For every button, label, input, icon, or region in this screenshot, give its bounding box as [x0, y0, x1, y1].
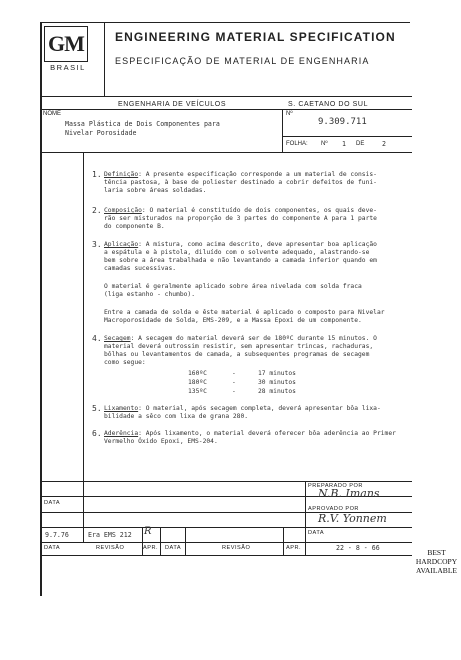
- col-revisao: REVISÃO: [222, 545, 251, 551]
- approval-col-divider: [305, 481, 306, 555]
- logo-text: GM: [48, 31, 84, 56]
- revision-text: Era EMS 212: [88, 531, 132, 539]
- item-2-composicao: [104, 207, 404, 231]
- col-apr: APR.: [143, 545, 159, 551]
- item-5-number: 5.: [92, 404, 102, 413]
- col-apr: APR.: [286, 545, 302, 551]
- item-5-title: Lixamento: [104, 405, 139, 412]
- item-1-line: laria sobre áreas soldadas.: [104, 187, 207, 194]
- city: S. CAETANO DO SUL: [288, 101, 369, 108]
- item-4-number: 4.: [92, 334, 102, 343]
- revision-initials: R: [144, 526, 152, 537]
- number-label: Nº: [286, 111, 293, 117]
- paragraph-line: Entre a camada de solda e êste material é aplicado o composto para Nivelar: [104, 309, 385, 316]
- footer-rule-6: [40, 555, 412, 556]
- body-margin-line: [83, 152, 84, 542]
- item-2-line: : O material é constituído de dois componentes, os quais deve-: [141, 207, 377, 214]
- col-data: DATA: [44, 545, 61, 551]
- col-revisao: REVISÃO: [96, 545, 125, 551]
- schedule-temp: 180ºC: [188, 379, 207, 386]
- schedule-time: 30 minutos: [258, 379, 296, 386]
- item-3-number: 3.: [92, 240, 102, 249]
- item-2-number: 2.: [92, 206, 102, 215]
- item-3-title: Aplicação: [104, 241, 139, 248]
- rev-col-b: [160, 527, 161, 555]
- item-6-number: 6.: [92, 429, 102, 438]
- stamp-line: BEST HARDCOPY: [415, 548, 458, 566]
- item-4-line: material deverá outrossim resistir, sem apresentar trincas, rachaduras,: [104, 343, 374, 350]
- folha-rule: [282, 136, 412, 137]
- item-3-aplicacao: [104, 241, 404, 273]
- logo-subtitle: BRASIL: [50, 63, 86, 72]
- approver-signature: R.V. Yonnem: [318, 512, 387, 525]
- header-bottom-rule: [40, 96, 412, 97]
- document-title: ENGINEERING MATERIAL SPECIFICATION: [115, 30, 396, 44]
- folha-no-label: Nº: [321, 141, 328, 147]
- department: ENGENHARIA DE VEÍCULOS: [118, 101, 227, 108]
- schedule-time: 28 minutos: [258, 388, 296, 395]
- body-top-rule: [40, 152, 412, 153]
- schedule-temp: 160ºC: [188, 370, 207, 377]
- footer-rule-4: [40, 527, 412, 528]
- rev-col-c: [185, 527, 186, 555]
- preparer-signature: N.B. Imans: [318, 487, 380, 500]
- frame-top: [40, 22, 410, 23]
- folha-label: FOLHA:: [286, 141, 308, 147]
- item-3-line: camadas sucessivas.: [104, 265, 177, 272]
- schedule-sep: -: [232, 388, 236, 395]
- folha-current: 1: [342, 140, 346, 148]
- item-1-line: : A presente especificação corresponde a um material de consis-: [138, 171, 377, 178]
- name-label: NOME: [43, 111, 61, 117]
- stamp-line: AVAILABLE: [416, 566, 457, 575]
- material-name-line1: Massa Plástica de Dois Componentes para: [65, 120, 220, 128]
- schedule-sep: -: [232, 370, 236, 377]
- item-6-title: Aderência: [104, 430, 139, 437]
- item-1-number: 1.: [92, 170, 102, 179]
- material-name-line2: Nivelar Porosidade: [65, 129, 137, 137]
- paragraph-line: Macroporosidade de Solda, EMS-209, e a Massa Epoxi de um componente.: [104, 317, 362, 324]
- rev-col-d: [283, 527, 284, 555]
- item-5-line: : O material, após secagem completa, deverá apresentar bôa lixa-: [138, 405, 381, 412]
- footer-rule-1: [40, 481, 412, 482]
- item-6-line: Vermelho Óxido Epoxi, EMS-204.: [104, 438, 218, 445]
- item-4-line: : A secagem do material deverá ser de 180ºC durante 15 minutos. O: [130, 335, 377, 342]
- footer-rule-5: [40, 542, 412, 543]
- camada-note-paragraph: [104, 309, 404, 325]
- item-4-title: Secagem: [104, 335, 131, 342]
- item-4-line: bôlhas ou levantamentos de camada, a subsequentes programas de secagem: [104, 351, 370, 358]
- item-5-lixamento: [104, 405, 404, 421]
- revision-date: 9.7.76: [45, 531, 69, 539]
- spec-number: 9.309.711: [318, 117, 367, 127]
- item-2-line: do componente B.: [104, 223, 165, 230]
- schedule-time: 17 minutos: [258, 370, 296, 377]
- item-6-line: : Após lixamento, o material deverá oferecer bôa aderência ao Primer: [138, 430, 396, 437]
- document-subtitle: ESPECIFICAÇÃO DE MATERIAL DE ENGENHARIA: [115, 56, 370, 66]
- number-col-divider: [282, 109, 283, 153]
- item-4-line: como segue:: [104, 359, 146, 366]
- item-3-line: bem sobre a área trabalhada e não levantando a camada inferior quando em: [104, 257, 377, 264]
- preparado-label: PREPARADO POR: [308, 483, 363, 489]
- schedule-sep: -: [232, 379, 236, 386]
- schedule-temp: 135ºC: [188, 388, 207, 395]
- best-hardcopy-stamp: [412, 548, 461, 575]
- item-2-title: Composição: [104, 207, 142, 214]
- info-rule: [40, 109, 412, 110]
- gm-logo: [44, 26, 88, 62]
- item-4-secagem: [104, 335, 404, 367]
- item-3-line: : A mistura, como acima descrito, deve apresentar boa aplicação: [138, 241, 377, 248]
- paragraph-line: (liga estanho - chumbo).: [104, 291, 195, 298]
- item-5-line: bilidade a sêco com lixa de grana 280.: [104, 413, 249, 420]
- data-label: DATA: [308, 530, 325, 536]
- header-divider: [104, 22, 105, 97]
- col-data: DATA: [165, 545, 182, 551]
- aprovado-label: APROVADO POR: [308, 506, 359, 512]
- folha-total: 2: [382, 140, 386, 148]
- approval-date: 22 - 8 - 66: [336, 544, 380, 552]
- item-6-aderencia: [104, 430, 422, 446]
- item-3-line: a espátula e à pistola, diluído com o solvente adequado, alastrando-se: [104, 249, 370, 256]
- solda-note-paragraph: [104, 283, 404, 299]
- item-1-line: tência pastosa, à base de poliester destinado a cobrir defeitos de funi-: [104, 179, 377, 186]
- col-data: DATA: [44, 500, 61, 506]
- item-1-definicao: [104, 171, 404, 195]
- folha-de-label: DE: [356, 141, 365, 147]
- paragraph-line: O material é geralmente aplicado sobre área nivelada com solda fraca: [104, 283, 362, 290]
- item-1-title: Definição: [104, 171, 139, 178]
- item-2-line: rão ser misturados na proporção de 3 partes do componente A para 1 parte: [104, 215, 377, 222]
